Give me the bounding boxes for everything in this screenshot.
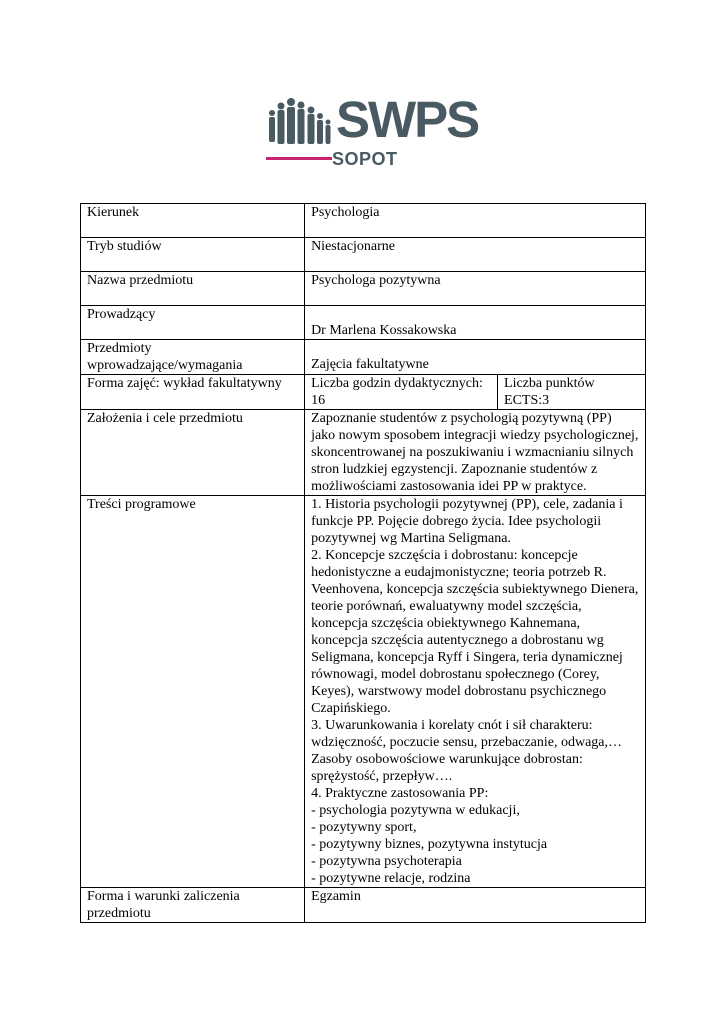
- program-line: 4. Praktyczne zastosowania PP:: [311, 786, 489, 801]
- row-label: Forma zajęć: wykład fakultatywny: [81, 375, 305, 410]
- table-row: [81, 496, 646, 888]
- ects-value: Liczba punktów ECTS:3: [498, 375, 646, 410]
- table-row: [81, 306, 646, 340]
- syllabus-table: [80, 203, 646, 923]
- program-line: - pozytywna psychoterapia: [311, 854, 462, 869]
- row-label: Przedmioty wprowadzające/wymagania: [81, 340, 305, 375]
- logo-city-text: SOPOT: [332, 149, 398, 169]
- program-line: - pozytywny sport,: [311, 820, 417, 835]
- table-row: [81, 204, 646, 238]
- program-line: - pozytywny biznes, pozytywna instytucja: [311, 837, 548, 852]
- row-label: Prowadzący: [81, 306, 305, 340]
- table-row: [81, 410, 646, 496]
- row-label: Założenia i cele przedmiotu: [81, 410, 305, 496]
- program-line: - psychologia pozytywna w edukacji,: [311, 803, 520, 818]
- table-row: [81, 340, 646, 375]
- row-value: Egzamin: [305, 888, 646, 923]
- swps-logo: [266, 91, 479, 176]
- program-line: 3. Uwarunkowania i korelaty cnót i sił charakteru: wdzięczność, poczucie sensu, przebaczanie, odwaga,… Zasoby osobowościowe warunkujące dobrostan: sprężystość, przepływ….: [311, 718, 623, 784]
- table-row: [81, 238, 646, 272]
- program-line: 1. Historia psychologii pozytywnej (PP), cele, zadania i funkcje PP. Pojęcie dobrego życia. Idee psychologii pozytywnej wg Martina Seligmana.: [311, 497, 623, 546]
- row-label: Forma i warunki zaliczenia przedmiotu: [81, 888, 305, 923]
- program-line: 2. Koncepcje szczęścia i dobrostanu: koncepcje hedonistyczne a eudajmonistyczne; teoria potrzeb R. Veenhovena, koncepcja szczęścia subiektywnego Dienera, teorie porównań, ewaluatywny model szczęścia, koncepcja szczęścia obiektywnego Kahnemana, koncepcja szczęścia autentycznego a dobrostanu wg Seligmana, koncepcja Ryff i Singera, teria dynamicznej równowagi, model dobrostanu społecznego (Corey, Keyes), warstwowy model dobrostanu psychicznego Czapińskiego.: [311, 548, 639, 716]
- row-value: Zajęcia fakultatywne: [305, 340, 646, 375]
- logo-accent-bar: [266, 157, 332, 160]
- row-value: Niestacjonarne: [305, 238, 646, 272]
- row-label: Treści programowe: [81, 496, 305, 888]
- table-row: [81, 272, 646, 306]
- logo-brand-text: SWPS: [336, 91, 479, 148]
- hours-value: Liczba godzin dydaktycznych: 16: [305, 375, 498, 410]
- program-line: - pozytywne relacje, rodzina: [311, 871, 471, 886]
- row-label: Nazwa przedmiotu: [81, 272, 305, 306]
- row-label: Kierunek: [81, 204, 305, 238]
- program-content: [305, 496, 646, 888]
- table-row: [81, 888, 646, 923]
- row-value: Psychologa pozytywna: [305, 272, 646, 306]
- table-row: [81, 375, 646, 410]
- row-value: Dr Marlena Kossakowska: [305, 306, 646, 340]
- people-silhouettes-icon: [266, 96, 332, 154]
- row-value: Zapoznanie studentów z psychologią pozytywną (PP) jako nowym sposobem integracji wiedzy psychologicznej, skoncentrowanej na poszukiwaniu i wzmacnianiu silnych stron ludzkiej egzystencji. Zapoznanie studentów z możliwościami zastosowania idei PP w praktyce.: [305, 410, 646, 496]
- row-label: Tryb studiów: [81, 238, 305, 272]
- row-value: Psychologia: [305, 204, 646, 238]
